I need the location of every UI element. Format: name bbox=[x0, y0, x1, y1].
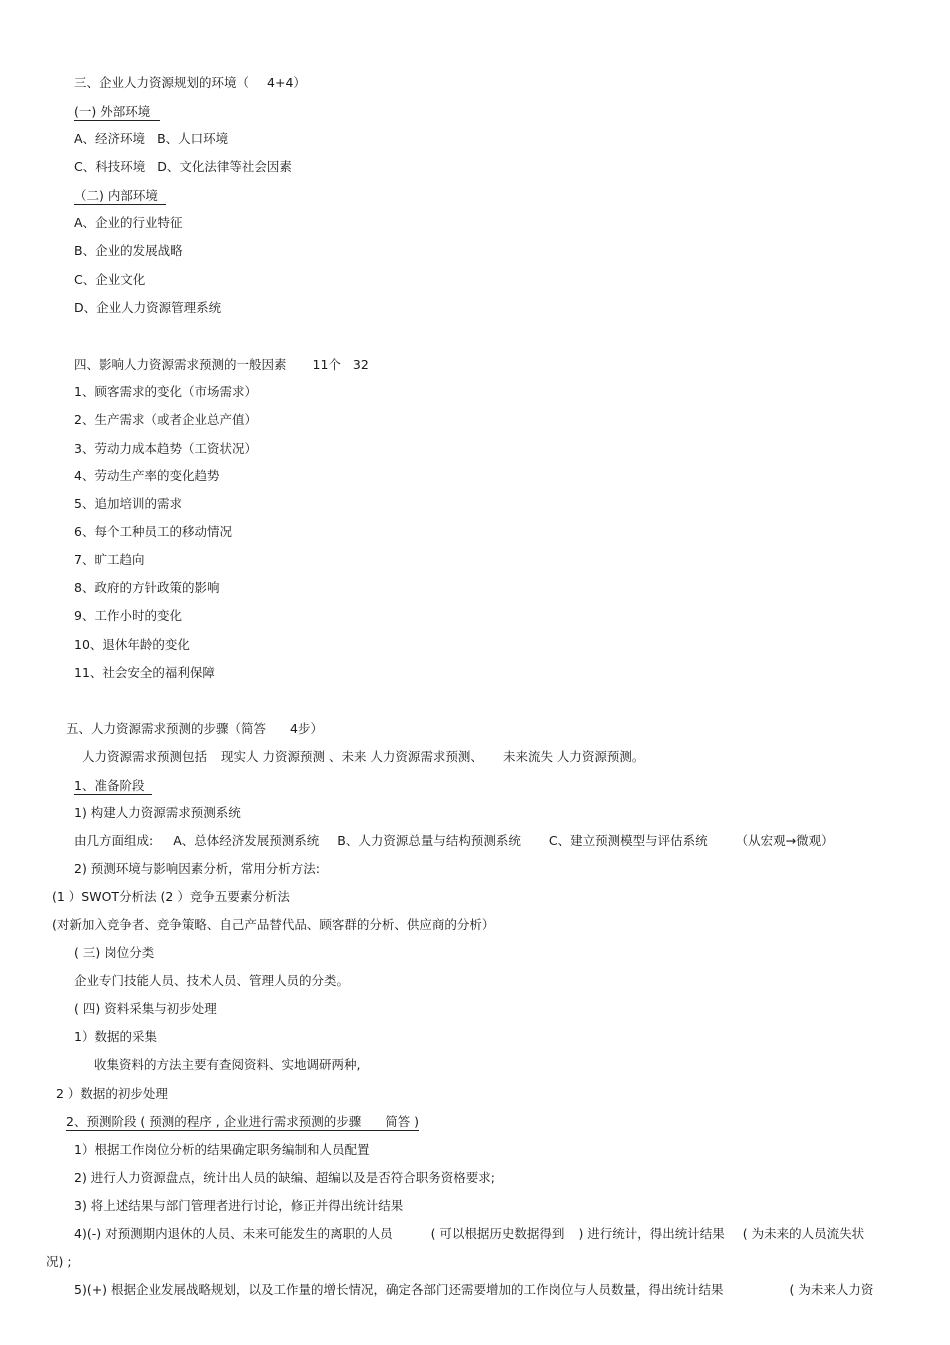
subsection-internal bbox=[74, 188, 166, 205]
analysis-note: (对新加入竞争者、竞争策略、自己产品替代品、顾客群的分析、供应商的分析） bbox=[52, 917, 495, 932]
subsection-external-label: (一) 外部环境 bbox=[74, 104, 160, 121]
procedure-step-2: 2) 进行人力资源盘点，统计出人员的缺编、超编以及是否符合职务资格要求; bbox=[74, 1170, 496, 1185]
analysis-methods: (1 ）SWOT分析法 (2 ）竞争五要素分析法 bbox=[52, 889, 290, 904]
component-b: B、人力资源总量与结构预测系统 bbox=[337, 833, 521, 848]
step4-part-d: ( 为未来的人员流失状 bbox=[742, 1226, 865, 1241]
factor-item: 5、追加培训的需求 bbox=[74, 496, 182, 511]
factor-item: 8、政府的方针政策的影响 bbox=[74, 580, 220, 595]
stage2-label: 2、预测阶段 ( 预测的程序 , 企业进行需求预测的步骤 bbox=[66, 1114, 362, 1129]
factor-item: 9、工作小时的变化 bbox=[74, 608, 182, 623]
section4-page: 32 bbox=[352, 357, 369, 372]
external-row-2 bbox=[74, 159, 292, 175]
factor-item: 4、劳动生产率的变化趋势 bbox=[74, 468, 220, 483]
component-c: C、建立预测模型与评估系统 bbox=[548, 833, 708, 848]
factor-item: 11、社会安全的福利保障 bbox=[74, 665, 215, 680]
section5-title-num: 4步） bbox=[290, 721, 323, 736]
factor-item: 3、劳动力成本趋势（工资状况） bbox=[74, 441, 257, 456]
section3-title bbox=[74, 75, 306, 91]
section4-count: 11个 bbox=[312, 357, 341, 372]
stage2-type: 简答 ) bbox=[385, 1114, 420, 1129]
procedure-step-3: 3) 将上述结果与部门管理者进行讨论，修正并得出统计结果 bbox=[74, 1198, 404, 1213]
internal-item-d: D、企业人力资源管理系统 bbox=[74, 300, 222, 315]
data-collection-step1: 1）数据的采集 bbox=[74, 1029, 157, 1044]
step4-part-b: ( 可以根据历史数据得到 bbox=[430, 1226, 565, 1241]
section4-title-text: 四、影响人力资源需求预测的一般因素 bbox=[74, 357, 287, 372]
intro-part-c: 未来流失 人力资源预测。 bbox=[502, 749, 645, 764]
section5-intro bbox=[82, 749, 644, 765]
procedure-step-4 bbox=[74, 1226, 864, 1242]
data-collection-step2: 2 ）数据的初步处理 bbox=[56, 1086, 168, 1101]
step4-part-c: ) 进行统计，得出统计结果 bbox=[578, 1226, 725, 1241]
section3-title-num: 4+4） bbox=[267, 75, 306, 90]
data-collection-text: 收集资料的方法主要有查阅资料、实地调研两种, bbox=[94, 1057, 361, 1072]
data-collection-heading: ( 四) 资料采集与初步处理 bbox=[74, 1001, 217, 1016]
external-row-1 bbox=[74, 131, 228, 147]
procedure-step-1: 1）根据工作岗位分析的结果确定职务编制和人员配置 bbox=[74, 1142, 370, 1157]
component-a: A、总体经济发展预测系统 bbox=[173, 833, 320, 848]
job-classification-text: 企业专门技能人员、技术人员、管理人员的分类。 bbox=[74, 973, 350, 988]
subsection-internal-label: （二) 内部环境 bbox=[74, 188, 166, 205]
section3-title-text: 三、企业人力资源规划的环境（ bbox=[74, 75, 250, 90]
intro-part-a: 人力资源需求预测包括 bbox=[82, 749, 208, 764]
stage1-step1: 1) 构建人力资源需求预测系统 bbox=[74, 805, 241, 820]
stage1-heading bbox=[74, 778, 152, 795]
subsection-external bbox=[74, 104, 160, 121]
job-classification-heading: ( 三) 岗位分类 bbox=[74, 945, 155, 960]
section4-title bbox=[74, 357, 369, 373]
section5-title bbox=[66, 721, 323, 737]
intro-part-b: 现实人 力资源预测 、未来 人力资源需求预测、 bbox=[221, 749, 483, 764]
step5-part-b: ( 为未来人力资 bbox=[789, 1282, 874, 1297]
factor-item: 6、每个工种员工的移动情况 bbox=[74, 524, 232, 539]
internal-item-b: B、企业的发展战略 bbox=[74, 243, 183, 258]
step4-part-a: 4)(-) 对预测期内退休的人员、未来可能发生的离职的人员 bbox=[74, 1226, 393, 1241]
factor-item: 1、顾客需求的变化（市场需求） bbox=[74, 384, 257, 399]
component-direction: （从宏观→微观） bbox=[735, 833, 834, 848]
internal-item-c: C、企业文化 bbox=[74, 272, 146, 287]
internal-item-a: A、企业的行业特征 bbox=[74, 215, 183, 230]
external-item-b: B、人口环境 bbox=[157, 131, 229, 146]
external-item-c: C、科技环境 bbox=[74, 159, 146, 174]
section5-title-text: 五、人力资源需求预测的步骤（简答 bbox=[66, 721, 267, 736]
components-lead: 由几方面组成: bbox=[74, 833, 154, 848]
step5-part-a: 5)(+) 根据企业发展战略规划，以及工作量的增长情况，确定各部门还需要增加的工作岗位与人员数量，得出统计结果 bbox=[74, 1282, 724, 1297]
stage1-components bbox=[74, 833, 834, 849]
stage1-step2: 2) 预测环境与影响因素分析，常用分析方法: bbox=[74, 861, 321, 876]
stage1-label: 1、准备阶段 bbox=[74, 778, 152, 795]
procedure-step-5 bbox=[74, 1282, 873, 1298]
factor-item: 7、旷工趋向 bbox=[74, 552, 145, 567]
factor-item: 2、生产需求（或者企业总产值） bbox=[74, 412, 257, 427]
stage2-heading bbox=[66, 1114, 419, 1131]
external-item-d: D、文化法律等社会因素 bbox=[157, 159, 292, 174]
external-item-a: A、经济环境 bbox=[74, 131, 146, 146]
factor-item: 10、退休年龄的变化 bbox=[74, 637, 190, 652]
procedure-step-4-cont: 况) ; bbox=[46, 1254, 72, 1269]
